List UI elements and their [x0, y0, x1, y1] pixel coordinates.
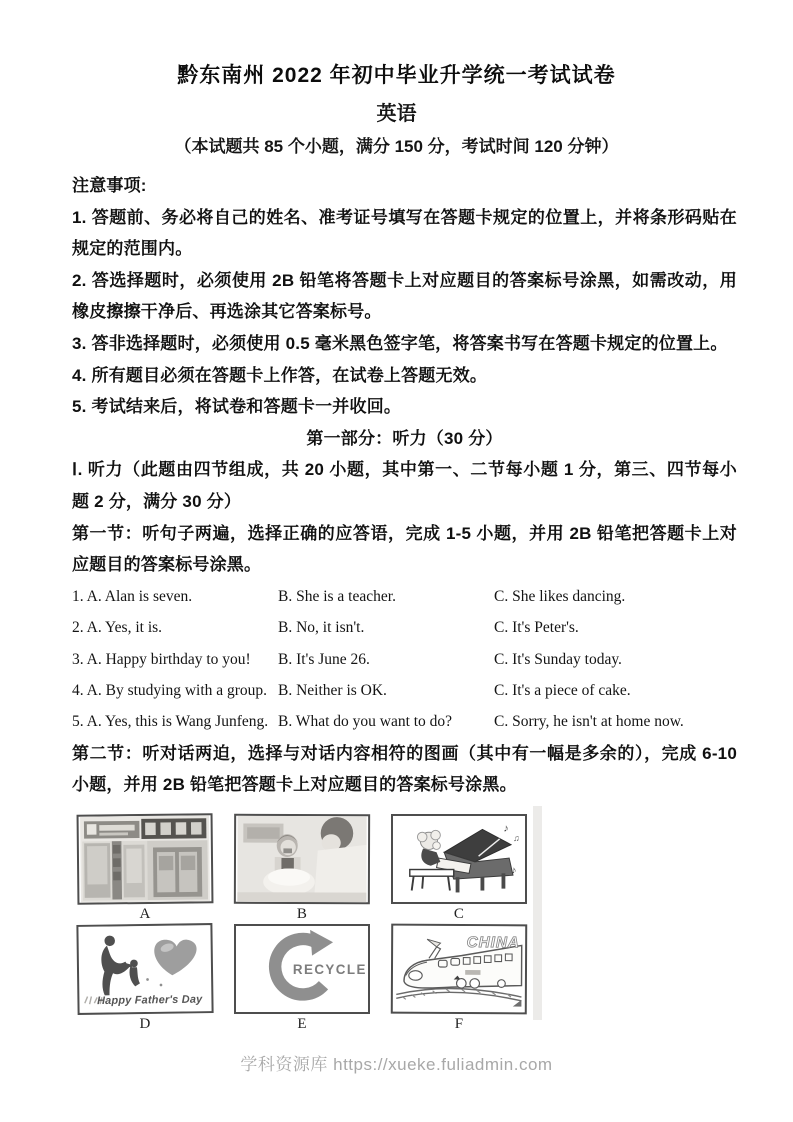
notice-item-5: 5. 考试结来后，将试卷和答题卡一并收回。: [72, 397, 402, 417]
watermark-footer: 学科资源库 https://xueke.fuliadmin.com: [240, 1055, 553, 1074]
question-row-3-option-c: C. It's Sunday today.: [494, 650, 622, 668]
paper-header: [0, 0, 793, 159]
picture-e-box: [234, 924, 370, 1014]
picture-b-box: [234, 814, 370, 904]
picture-option-f: [391, 924, 527, 1032]
section2-intro: 第二节：听对话两迫，选择与对话内容相符的图画（其中有一幅是多余的），完成 6-10 小题，并用 2B 铅笔把答题卡上对应题目的答案标号涂黑。: [72, 743, 737, 795]
picture-f-caption-text: CHINA: [466, 933, 520, 952]
question-row-5-option-a: [72, 706, 278, 737]
picture-a-label: A: [139, 905, 151, 922]
svg-text:♪: ♪: [511, 864, 517, 877]
paper-info-line: （本试题共 85 个小题，满分 150 分，考试时间 120 分钟）: [174, 137, 619, 156]
picture-e-label: E: [297, 1015, 307, 1032]
recycle-arrow-icon: [236, 926, 368, 1012]
paper-subject: 英语: [376, 103, 417, 125]
question-row-1-option-a: [72, 581, 278, 612]
picture-f-label: F: [454, 1015, 464, 1032]
listening-intro: Ⅰ. 听力（此题由四节组成，共 20 小题，其中第一、二节每小题 1 分，第三、四节每小题 2 分，满分 30 分）: [72, 460, 737, 511]
option-a: A. Happy birthday to you!: [86, 650, 251, 668]
question-row-1-option-b: B. She is a teacher.: [278, 587, 396, 605]
question-number: 4.: [72, 681, 84, 699]
option-a: A. Alan is seven.: [86, 587, 193, 605]
question-row-5-option-b: B. What do you want to do?: [278, 713, 453, 731]
notice-item-1: 1. 答题前、务必将自己的姓名、准考证号填写在答题卡规定的位置上，并将条形码贴在规定的范围内。: [72, 207, 737, 259]
question-number: 5.: [72, 713, 84, 731]
notice-item-2: 2. 答选择题时，必须使用 2B 铅笔将答题卡上对应题目的答案标号涂黑，如需改动，用橡皮擦擦干净后、再选涂其它答案标号。: [72, 270, 737, 322]
picture-d-box: [76, 923, 213, 1015]
svg-text:♫: ♫: [512, 832, 520, 843]
question-row-3-option-a: [72, 644, 278, 675]
notice-item-3: 3. 答非选择题时，必须使用 0.5 毫米黑色签字笔，将答案书写在答题卡规定的位置上。: [72, 333, 728, 353]
piano-player-drawing-icon: [393, 816, 525, 902]
question-row-2-option-c: C. It's Peter's.: [494, 619, 579, 637]
picture-c-box: [391, 814, 527, 904]
picture-option-a: [77, 814, 213, 922]
section1-intro: 第一节：听句子两遍，选择正确的应答语，完成 1-5 小题，并用 2B 铅笔把答题卡上对应题目的答案标号涂黑。: [72, 523, 737, 575]
part1-heading: 第一部分：听力（30 分）: [306, 428, 503, 448]
notice-heading: 注意事项:: [72, 176, 147, 195]
picture-c-label: C: [453, 905, 465, 922]
question-row-4-option-c: C. It's a piece of cake.: [494, 681, 631, 699]
paper-title: 黔东南州 2022 年初中毕业升学统一考试试卷: [177, 64, 616, 87]
china-high-speed-train-icon: [393, 926, 525, 1013]
question-row-5-option-c: C. Sorry, he isn't at home now.: [494, 713, 684, 731]
children-with-cake-photo-icon: [236, 816, 368, 902]
question-row-2-option-b: B. No, it isn't.: [278, 619, 365, 637]
picture-option-e: [234, 924, 370, 1032]
picture-option-d: [77, 924, 213, 1032]
question-row-4-option-b: B. Neither is OK.: [278, 681, 387, 699]
picture-option-b: [234, 814, 370, 922]
option-a: A. Yes, this is Wang Junfeng.: [86, 713, 269, 731]
picture-row-1: [77, 814, 559, 922]
question-number: 1.: [72, 587, 84, 605]
picture-e-caption-text: RECYCLE: [292, 961, 367, 977]
picture-b-label: B: [296, 905, 308, 922]
question-number: 2.: [72, 619, 84, 637]
picture-a-box: [77, 813, 214, 904]
picture-d-caption-text: Happy Father's Day: [96, 993, 203, 1008]
option-a: A. Yes, it is.: [86, 619, 163, 637]
listening-questions-1-5: [72, 581, 737, 738]
question-number: 3.: [72, 650, 84, 668]
svg-text:♪: ♪: [503, 822, 509, 835]
picture-option-c: [391, 814, 527, 922]
question-row-3-option-b: B. It's June 26.: [278, 650, 370, 668]
picture-f-box: [391, 924, 527, 1015]
notice-item-4: 4. 所有题目必须在答题卡上作答，在试卷上答题无效。: [72, 365, 488, 385]
question-row-1-option-c: C. She likes dancing.: [494, 587, 626, 605]
paper-body: [0, 159, 793, 1032]
fathers-day-silhouette-icon: [78, 925, 211, 1013]
question-row-2-option-a: [72, 612, 278, 643]
picture-row-2: [77, 924, 559, 1032]
picture-options-grid: [77, 814, 559, 1032]
option-a: A. By studying with a group.: [86, 681, 268, 699]
scan-artifact-strip: [533, 806, 542, 1020]
storefront-photo-icon: [79, 815, 212, 902]
picture-d-label: D: [139, 1015, 151, 1032]
question-row-4-option-a: [72, 675, 278, 706]
